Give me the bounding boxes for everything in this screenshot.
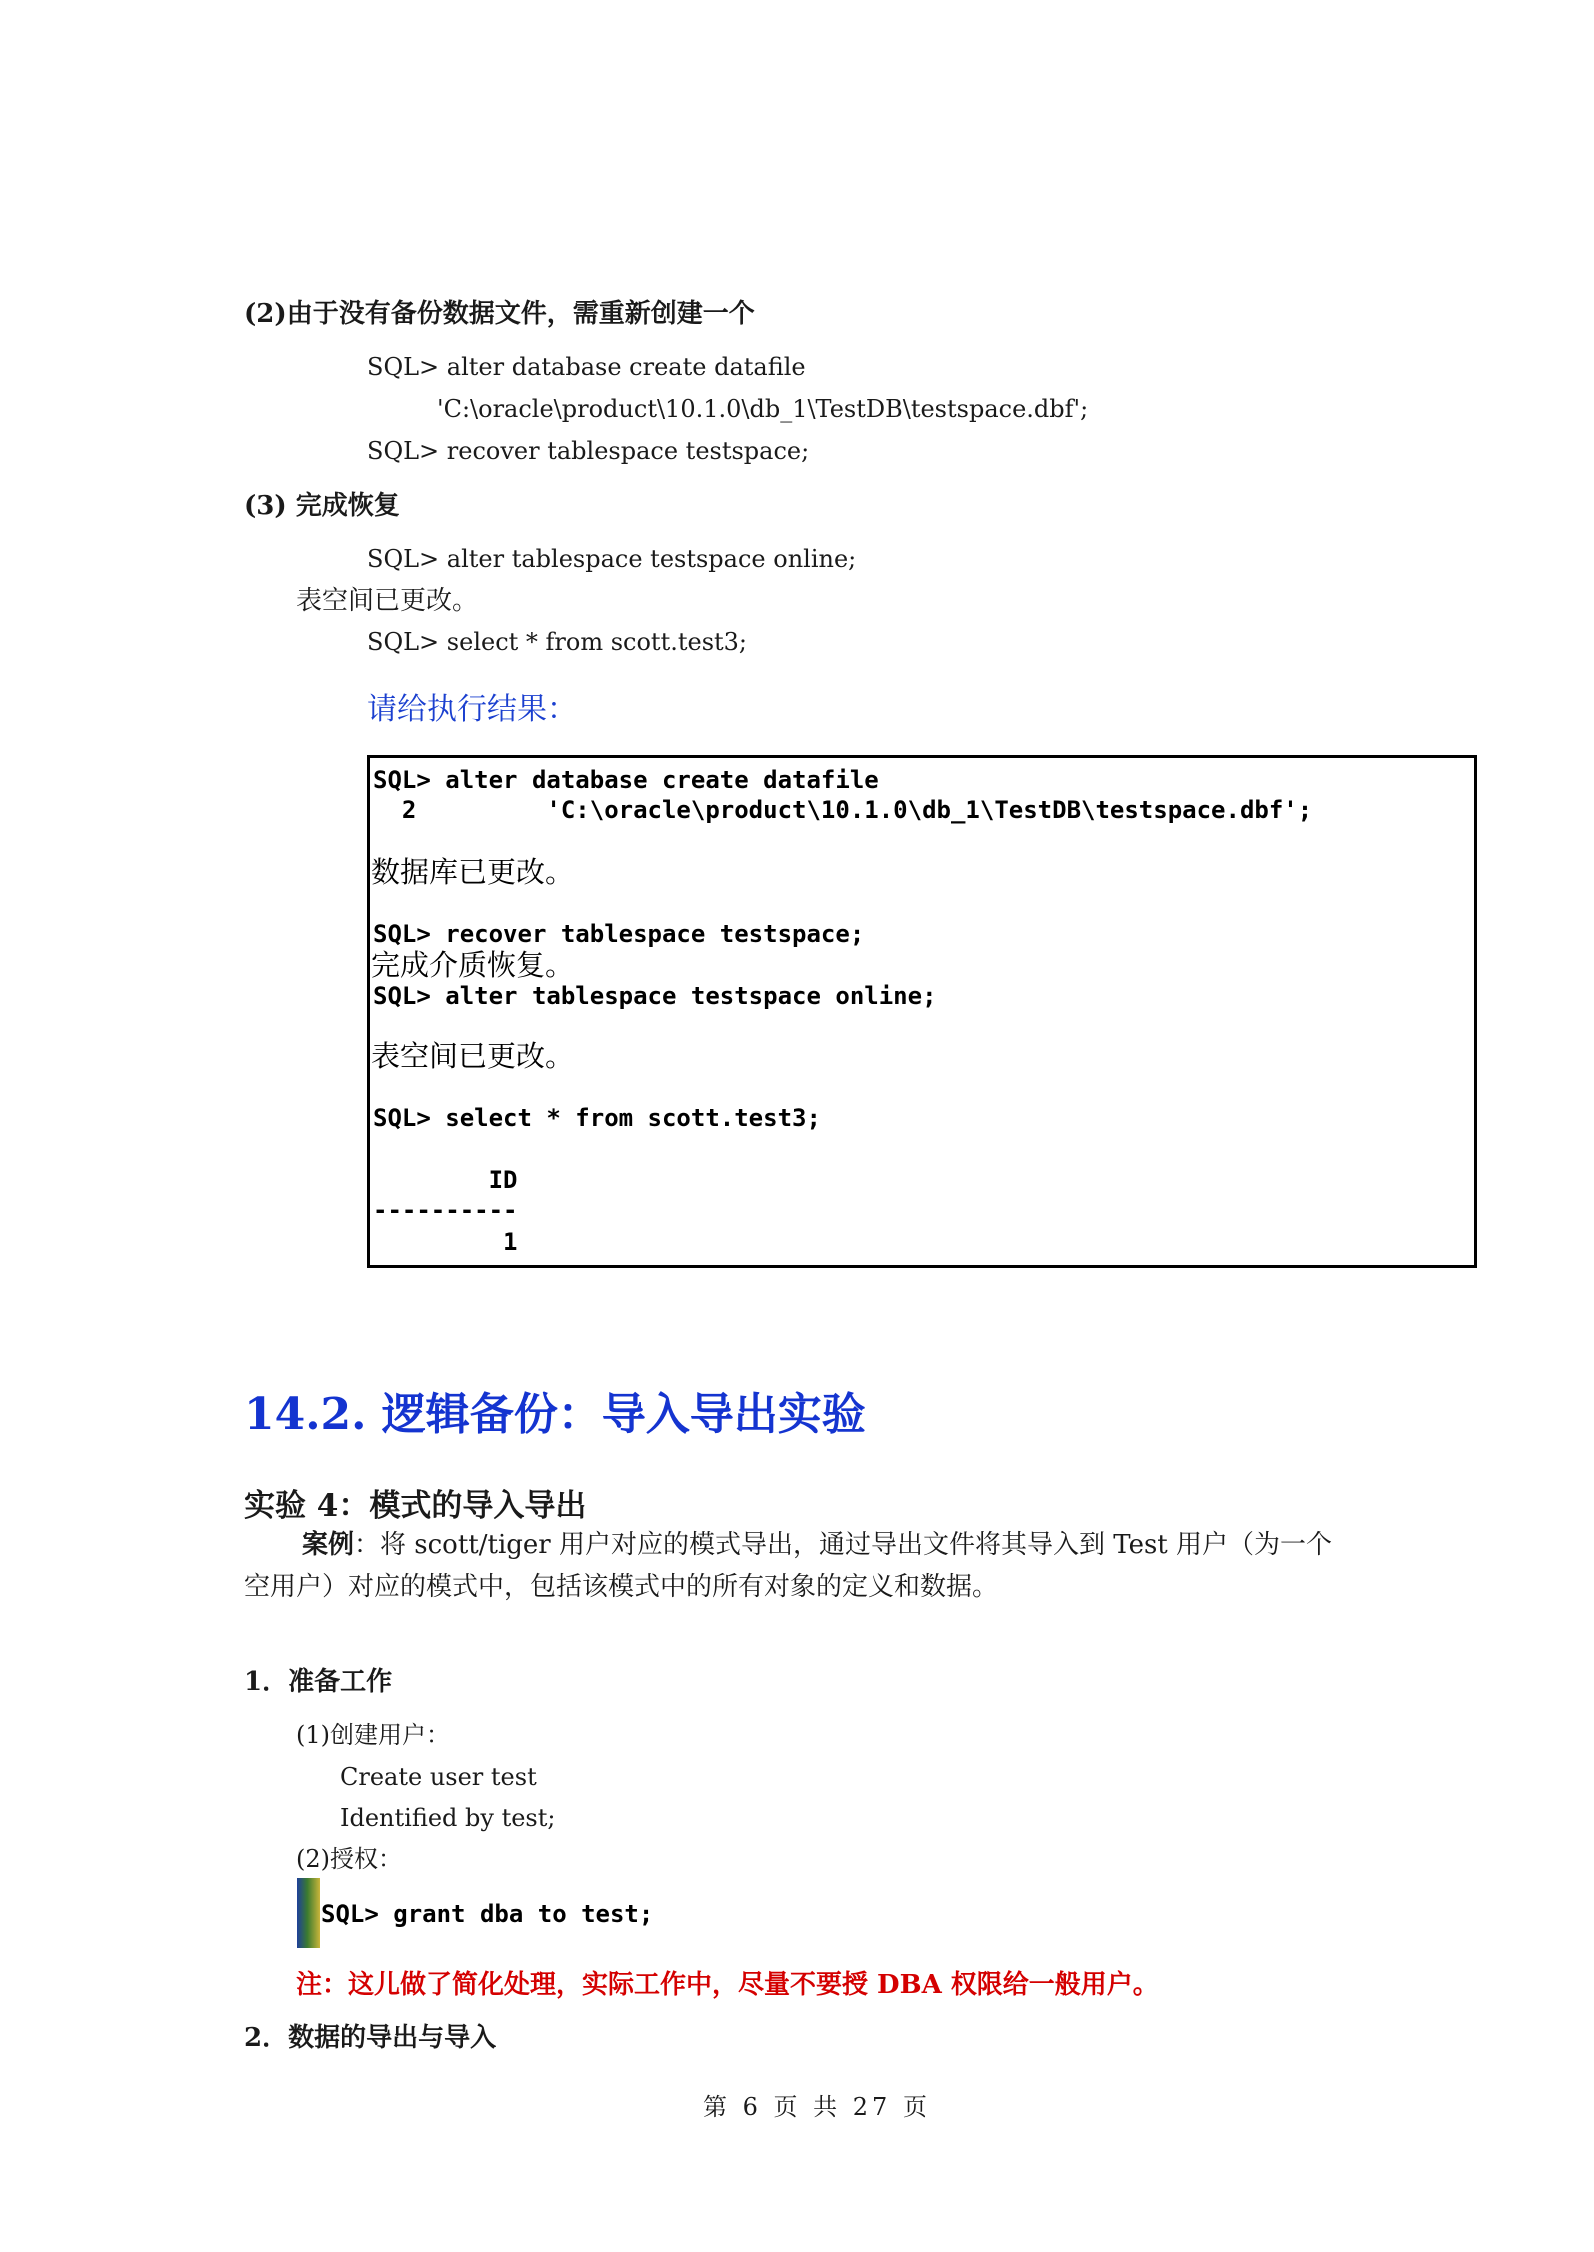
console-line-5: SQL> select * from scott.test3; (373, 1104, 821, 1132)
prep-code-line-1: Create user test (340, 1763, 537, 1791)
console-msg-1: 数据库已更改。 (371, 855, 575, 889)
console-window-edge (297, 1878, 320, 1948)
step2-sql-line-2: 'C:\oracle\product\10.1.0\db_1\TestDB\testspace.dbf'; (437, 395, 1089, 423)
step3-heading: (3) 完成恢复 (244, 491, 400, 521)
case-text-1: ：将 scott/tiger 用户对应的模式导出，通过导出文件将其导入到 Test 用户（为一个 (354, 1530, 1333, 1560)
console-line-1: SQL> alter database create datafile (373, 766, 879, 794)
console-screenshot (367, 755, 1477, 1268)
grant-screenshot (297, 1878, 717, 1948)
experiment-heading: 实验 4：模式的导入导出 (244, 1488, 587, 1524)
prep-heading: 1．准备工作 (244, 1667, 393, 1697)
console-line-3: SQL> recover tablespace testspace; (373, 920, 865, 948)
console-separator: ---------- (373, 1196, 518, 1224)
result-prompt: 请给执行结果： (367, 692, 577, 727)
grant-command: SQL> grant dba to test; (321, 1900, 654, 1928)
warning-note: 注：这儿做了简化处理，实际工作中，尽量不要授 DBA 权限给一般用户。 (296, 1970, 1159, 2000)
step3-sql-line-1: SQL> alter tablespace testspace online; (367, 545, 857, 573)
step2-sql-line-3: SQL> recover tablespace testspace; (367, 437, 810, 465)
case-label: 案例 (302, 1530, 355, 1560)
case-paragraph-line-1 (302, 1527, 1332, 1563)
case-paragraph-line-2: 空用户）对应的模式中，包括该模式中的所有对象的定义和数据。 (244, 1572, 999, 1602)
prep-step-2: (2)授权： (296, 1845, 402, 1873)
prep-step-1: (1)创建用户： (296, 1721, 450, 1749)
step2-sql-line-1: SQL> alter database create datafile (367, 353, 806, 381)
console-msg-2: 完成介质恢复。 (371, 948, 575, 982)
console-row-1: 1 (373, 1228, 518, 1256)
step3-message: 表空间已更改。 (296, 586, 479, 616)
page-footer: 第 6 页 共 27 页 (703, 2093, 931, 2121)
step3-sql-line-2: SQL> select * from scott.test3; (367, 628, 748, 656)
console-line-2: 2 'C:\oracle\product\10.1.0\db_1\TestDB\testspace.dbf'; (373, 796, 1313, 824)
prep-code-line-2: Identified by test; (340, 1804, 556, 1832)
console-msg-3: 表空间已更改。 (371, 1039, 575, 1073)
step2-heading: (2)由于没有备份数据文件，需重新创建一个 (244, 299, 755, 329)
console-col-header: ID (373, 1166, 518, 1194)
export-heading: 2．数据的导出与导入 (244, 2023, 497, 2053)
console-line-4: SQL> alter tablespace testspace online; (373, 982, 937, 1010)
section-title: 14.2. 逻辑备份：导入导出实验 (244, 1389, 866, 1440)
